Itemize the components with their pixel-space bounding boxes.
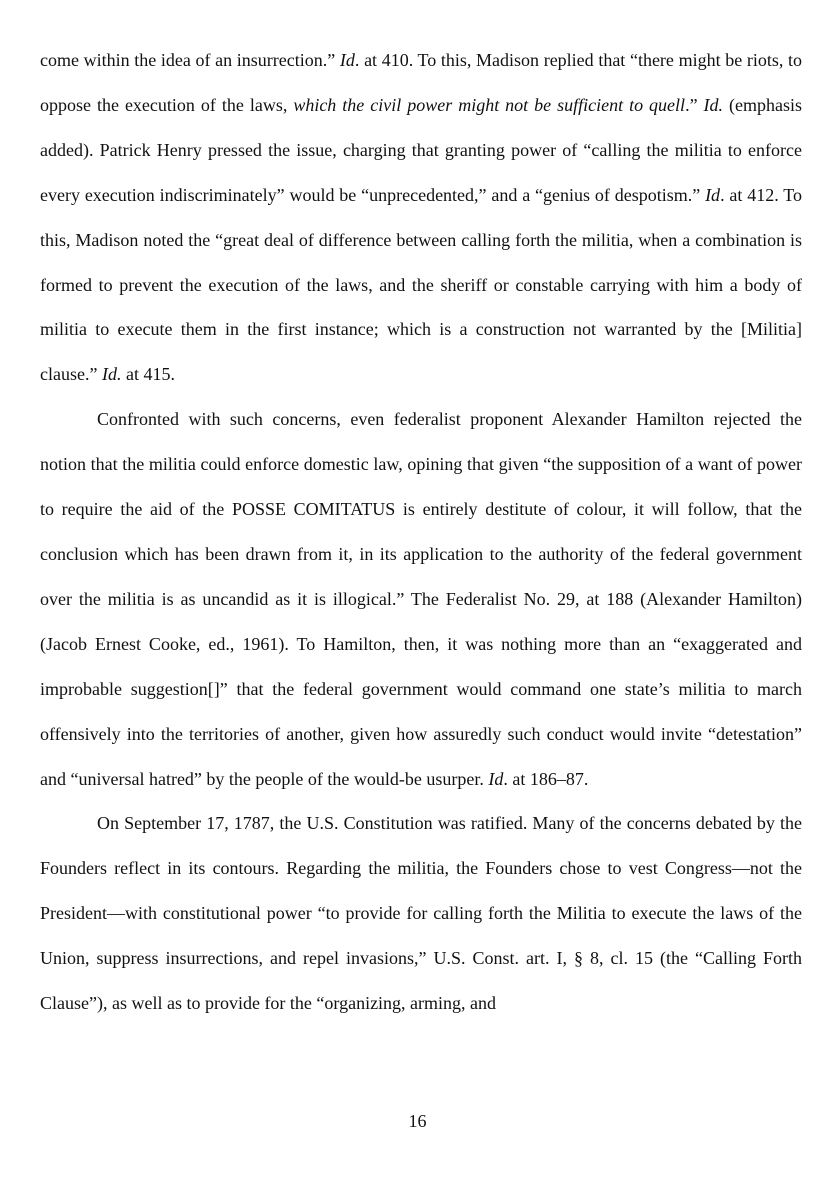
paragraph-1 — [40, 38, 802, 397]
citation-id: Id. — [101, 364, 122, 385]
text-segment: (emphasis added). Patrick Henry pressed the issue, charging that granting power of “calling the militia to enforce every execution indiscriminately” would be “unprecedented,” and a “genius of despotism.” — [40, 94, 802, 205]
citation-id: Id — [488, 768, 504, 789]
paragraph-2 — [40, 397, 802, 801]
text-segment: at 415. — [121, 364, 175, 385]
page-number: 16 — [408, 1111, 427, 1131]
text-segment: . at 186–87. — [503, 768, 589, 789]
body-text — [40, 38, 802, 1026]
emphasis-text: which the civil power might not be sufficient to quell — [293, 94, 686, 115]
citation-id: Id — [705, 184, 721, 205]
text-segment: . at 410. To this, Madison replied that “there might be riots, to oppose the execution of the laws, — [40, 50, 802, 115]
citation-id: Id. — [703, 94, 724, 115]
text-segment: On September 17, 1787, the U.S. Constitution was ratified. Many of the concerns debated by the Founders reflect in its contours. Regarding the militia, the Founders chose to vest Congress—not the President—with constitutional power “to provide for calling forth the Militia to execute the laws of the Union, suppress insurrections, and repel invasions,” U.S. Const. art. I, § 8, cl. 15 (the “Calling Forth Clause”), as well as to provide for the “organizing, arming, and — [40, 813, 802, 1014]
paragraph-3 — [40, 801, 802, 1026]
text-segment: . at 412. To this, Madison noted the “great deal of difference between calling forth the militia, when a combination is formed to prevent the execution of the laws, and the sheriff or constable carrying with him a body of militia to execute them in the first instance; which is a construction not warranted by the [Militia] clause.” — [40, 184, 803, 385]
text-segment: Confronted with such concerns, even federalist proponent Alexander Hamilton rejected the notion that the militia could enforce domestic law, opining that given “the supposition of a want of power to require the aid of the POSSE COMITATUS is entirely destitute of colour, it will follow, that the conclusion which has been drawn from it, in its application to the authority of the federal government over the militia is as uncandid as it is illogical.” The Federalist No. 29, at 188 (Alexander Hamilton) (Jacob Ernest Cooke, ed., 1961). To Hamilton, then, it was nothing more than an “exaggerated and improbable suggestion[]” that the federal government would command one state’s militia to march offensively into the territories of another, given how assuredly such conduct would invite “detestation” and “universal hatred” by the people of the would-be usurper. — [40, 409, 802, 789]
text-segment: .” — [685, 94, 704, 115]
text-segment: come within the idea of an insurrection.” — [40, 50, 340, 70]
citation-id: Id — [339, 50, 355, 70]
